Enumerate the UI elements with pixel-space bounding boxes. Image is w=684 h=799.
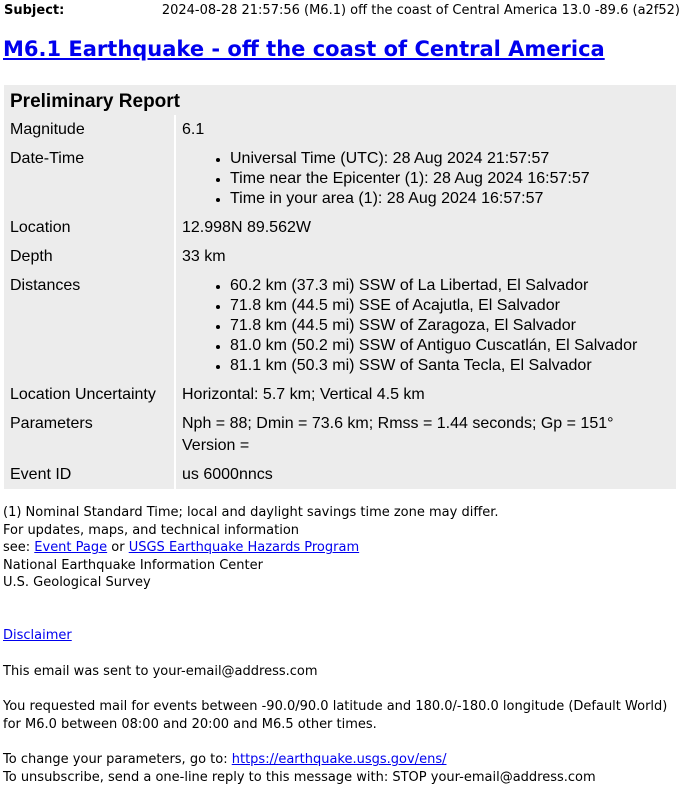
datetime-value bbox=[175, 144, 676, 213]
magnitude-label: Magnitude bbox=[4, 115, 175, 144]
requested-text-2: for M6.0 between 08:00 and 20:00 and M6.5 other times. bbox=[3, 716, 377, 732]
distances-label: Distances bbox=[4, 271, 175, 380]
usgs-hazards-link[interactable]: USGS Earthquake Hazards Program bbox=[128, 540, 360, 556]
datetime-row bbox=[4, 144, 676, 213]
list-item: • 81.0 km (50.2 mi) SSW of Antiguo Cuscatlán, El Salvador bbox=[230, 336, 670, 356]
updates-text: For updates, maps, and technical information bbox=[3, 522, 300, 538]
event-id-row bbox=[4, 460, 676, 489]
preliminary-report-table bbox=[4, 85, 676, 489]
distances-value bbox=[175, 271, 676, 380]
change-params-line bbox=[3, 751, 681, 769]
list-item: • 71.8 km (44.5 mi) SSE of Acajutla, El Salvador bbox=[230, 296, 670, 316]
magnitude-row bbox=[4, 115, 676, 144]
disclaimer-link[interactable]: Disclaimer bbox=[3, 627, 72, 643]
page-title bbox=[3, 37, 605, 61]
list-item: • Time near the Epicenter (1): 28 Aug 2024 16:57:57 bbox=[230, 169, 670, 189]
magnitude-value: 6.1 bbox=[182, 121, 205, 138]
parameters-value bbox=[175, 409, 676, 460]
nominal-time-note: (1) Nominal Standard Time; local and daylight savings time zone may differ. bbox=[3, 505, 499, 520]
parameters-row bbox=[4, 409, 676, 460]
location-row bbox=[4, 213, 676, 242]
location-label: Location bbox=[4, 213, 175, 242]
parameters-line-2: Version = bbox=[182, 437, 250, 454]
list-item: • 71.8 km (44.5 mi) SSW of Zaragoza, El Salvador bbox=[230, 316, 670, 336]
list-item: • Universal Time (UTC): 28 Aug 2024 21:57:57 bbox=[230, 149, 670, 169]
location-value: 12.998N 89.562W bbox=[182, 219, 311, 236]
see-links-line bbox=[3, 539, 681, 557]
parameters-line-1: Nph = 88; Dmin = 73.6 km; Rmss = 1.44 seconds; Gp = 151° bbox=[182, 415, 614, 432]
uncertainty-label: Location Uncertainty bbox=[4, 380, 175, 409]
list-item: • 60.2 km (37.3 mi) SSW of La Libertad, El Salvador bbox=[230, 276, 670, 296]
report-heading: Preliminary Report bbox=[10, 91, 180, 112]
requested-text-1: You requested mail for events between -90.0/90.0 latitude and 180.0/-180.0 longitude (Default World) bbox=[3, 699, 668, 715]
subject-value: 2024-08-28 21:57:56 (M6.1) off the coast of Central America 13.0 -89.6 (a2f52) bbox=[161, 3, 680, 18]
usgs-text: U.S. Geological Survey bbox=[3, 575, 151, 591]
see-prefix: see: bbox=[3, 540, 35, 556]
or-text: or bbox=[107, 540, 129, 556]
event-id-label: Event ID bbox=[4, 460, 175, 489]
depth-value: 33 km bbox=[182, 248, 226, 265]
list-item: • Time in your area (1): 28 Aug 2024 16:57:57 bbox=[230, 189, 670, 209]
email-footer bbox=[3, 504, 681, 787]
list-item: • 81.1 km (50.3 mi) SSW of Santa Tecla, El Salvador bbox=[230, 356, 670, 376]
uncertainty-row bbox=[4, 380, 676, 409]
title-link[interactable]: M6.1 Earthquake - off the coast of Central America bbox=[3, 37, 605, 61]
distances-row bbox=[4, 271, 676, 380]
datetime-list bbox=[182, 149, 670, 209]
parameters-label: Parameters bbox=[4, 409, 175, 460]
sent-to-text: This email was sent to your-email@address.com bbox=[3, 663, 318, 679]
unsubscribe-text: To unsubscribe, send a one-line reply to this message with: STOP your-email@address.com bbox=[3, 769, 596, 785]
uncertainty-value: Horizontal: 5.7 km; Vertical 4.5 km bbox=[182, 386, 425, 403]
event-id-value: us 6000nncs bbox=[182, 466, 273, 483]
distances-list bbox=[182, 276, 670, 376]
subject-row bbox=[4, 3, 682, 21]
depth-label: Depth bbox=[4, 242, 175, 271]
datetime-label: Date-Time bbox=[4, 144, 175, 213]
ens-link[interactable]: https://earthquake.usgs.gov/ens/ bbox=[231, 752, 447, 768]
event-page-link[interactable]: Event Page bbox=[34, 540, 108, 556]
depth-row bbox=[4, 242, 676, 271]
neic-text: National Earthquake Information Center bbox=[3, 557, 263, 573]
change-prefix: To change your parameters, go to: bbox=[3, 752, 232, 768]
subject-label: Subject: bbox=[4, 3, 65, 18]
